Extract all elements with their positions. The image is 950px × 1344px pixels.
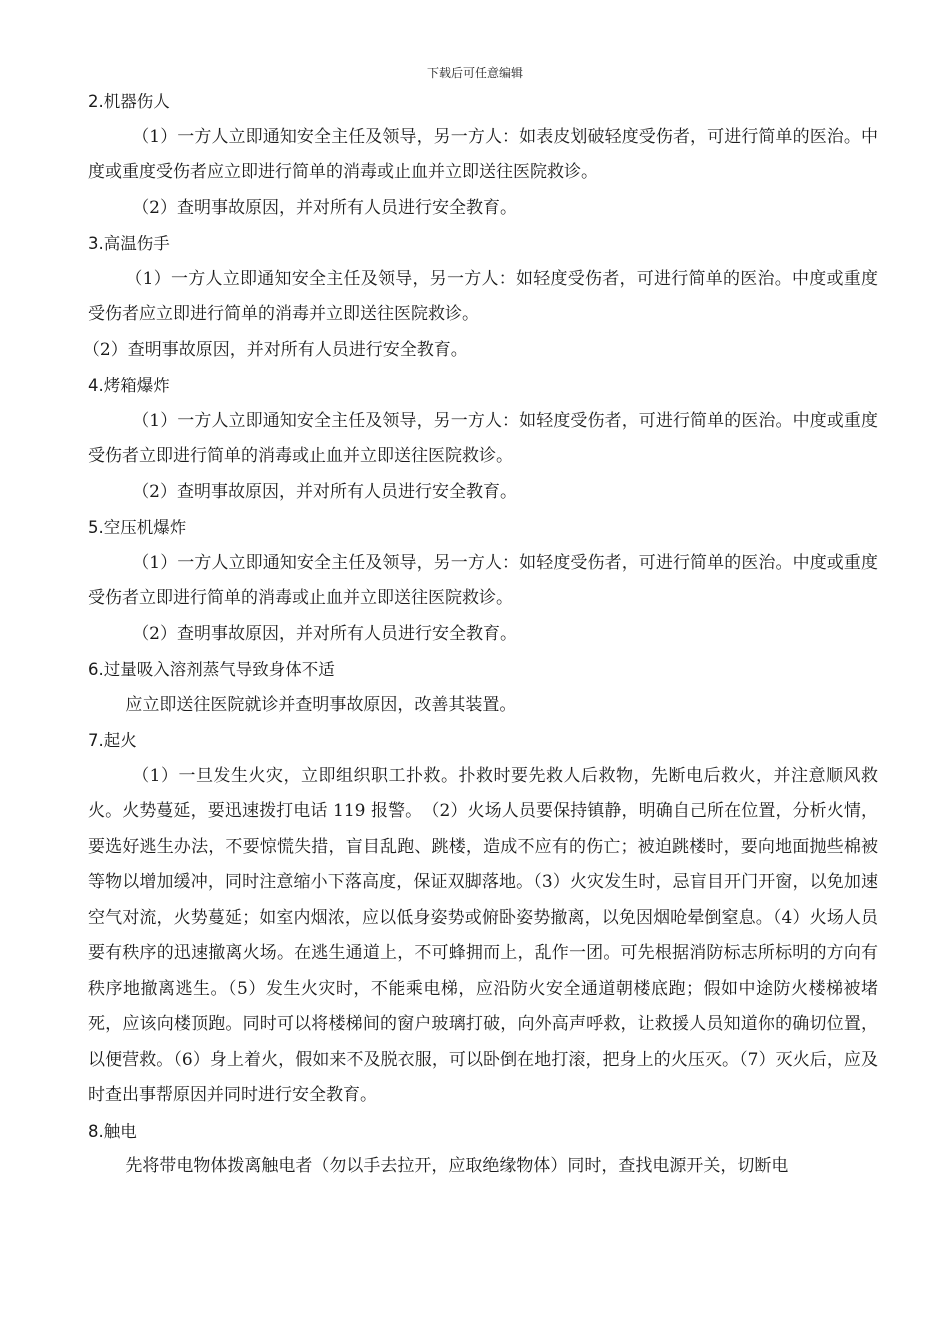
section-heading-high-temp-burn: 3.高温伤手 — [88, 234, 170, 253]
paragraph: 先将带电物体拨离触电者（勿以手去拉开，应取绝缘物体）同时，查找电源开关，切断电 — [125, 1156, 789, 1176]
section-heading-machine-injury: 2.机器伤人 — [88, 92, 170, 111]
section-heading-solvent-vapor: 6.过量吸入溶剂蒸气导致身体不适 — [88, 660, 335, 679]
paragraph: （2）查明事故原因，并对所有人员进行安全教育。 — [132, 197, 518, 218]
paragraph: （1）一方人立即通知安全主任及领导，另一方人：如表皮划破轻度受伤者，可进行简单的医治。中度或重度受伤者应立即进行简单的消毒或止血并立即送往医院救诊。 — [88, 126, 878, 182]
page-header: 下载后可任意编辑 — [426, 66, 523, 80]
section-heading-electric-shock: 8.触电 — [88, 1121, 137, 1141]
document-body — [82, 84, 878, 1185]
section-heading-fire: 7.起火 — [88, 731, 137, 750]
paragraph: （1）一旦发生火灾，立即组织职工扑救。扑救时要先救人后救物，先断电后救火，并注意顺风救火。火势蔓延，要迅速拨打电话 119 报警。 （2）火场人员要保持镇静，明确自己所在位置，分析火情，要选好逃生办法，不要惊慌失措，盲目乱跑、跳楼，造成不应有的伤亡；被迫跳楼时，要向地面抛些棉被等物以增加缓冲，同时注意缩小下落高度，保证双脚落地。（3）火灾发生时，忌盲目开门开窗，以免加速空气对流，火势蔓延；如室内烟浓，应以低身姿势或俯卧姿势撤离，以免因烟呛晕倒窒息。（4）火场人员要有秩序的迅速撤离火场。在逃生通道上，不可蜂拥而上，乱作一团。可先根据消防标志所标明的方向有秩序地撤离逃生。（5）发生火灾时，不能乘电梯，应沿防火安全通道朝楼底跑；假如中途防火楼梯被堵死，应该向楼顶跑。同时可以将楼梯间的窗户玻璃打破，向外高声呼救，让救援人员知道你的确切位置，以便营救。（6）身上着火，假如来不及脱衣服，可以卧倒在地打滚，把身上的火压灭。（7）灭火后，应及时查出事帮原因并同时进行安全教育。 — [88, 765, 878, 1105]
paragraph: （2）查明事故原因，并对所有人员进行安全教育。 — [132, 623, 518, 644]
paragraph: （1）一方人立即通知安全主任及领导，另一方人：如轻度受伤者，可进行简单的医治。中度或重度受伤者应立即进行简单的消毒并立即送往医院救诊。 — [88, 268, 878, 324]
paragraph: （1）一方人立即通知安全主任及领导，另一方人：如轻度受伤者，可进行简单的医治。中度或重度受伤者立即进行简单的消毒或止血并立即送往医院救诊。 — [88, 410, 878, 466]
paragraph: 应立即送往医院就诊并查明事故原因，改善其装置。 — [125, 694, 517, 715]
paragraph: （2）查明事故原因，并对所有人员进行安全教育。 — [132, 481, 518, 502]
section-heading-oven-explosion: 4.烤箱爆炸 — [88, 376, 170, 395]
paragraph: （2）查明事故原因，并对所有人员进行安全教育。 — [82, 339, 468, 360]
section-heading-compressor-explosion: 5.空压机爆炸 — [88, 518, 187, 537]
paragraph: （1）一方人立即通知安全主任及领导，另一方人：如轻度受伤者，可进行简单的医治。中度或重度受伤者立即进行简单的消毒或止血并立即送往医院救诊。 — [88, 552, 878, 608]
